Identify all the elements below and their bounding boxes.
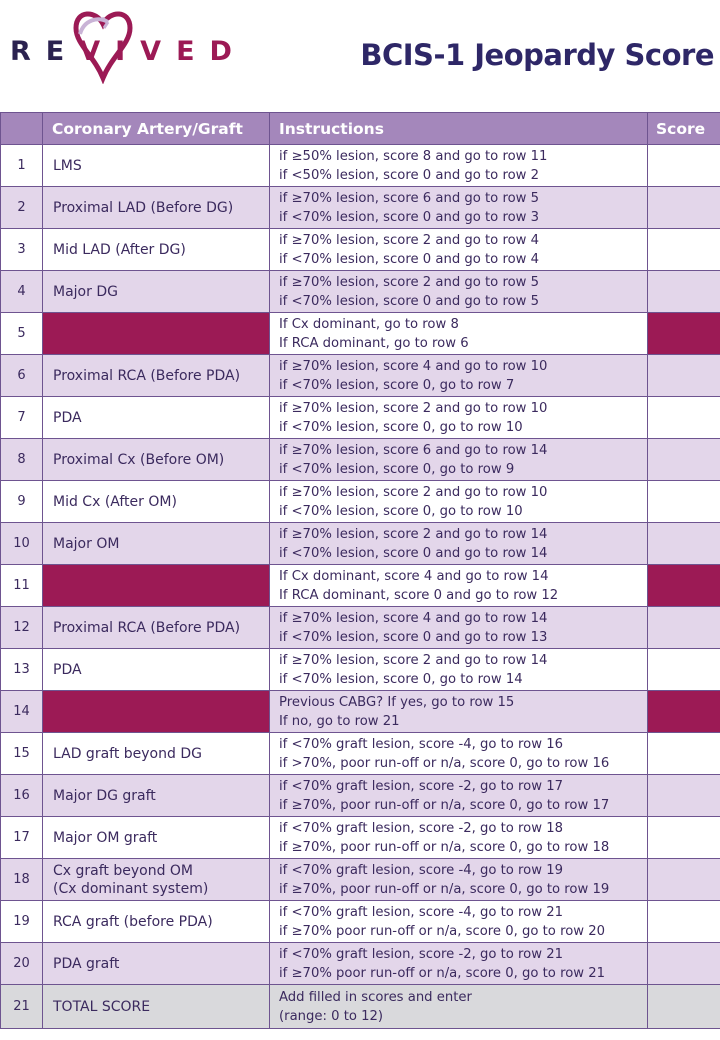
score-cell[interactable] bbox=[648, 271, 720, 313]
instruction-line: (range: 0 to 12) bbox=[279, 1008, 384, 1024]
table-row bbox=[1, 481, 720, 523]
instruction-line: if <70% lesion, score 0 and go to row 13 bbox=[279, 629, 548, 645]
artery-cell: Major OM bbox=[43, 523, 270, 565]
header bbox=[0, 0, 720, 112]
artery-cell: Mid Cx (After OM) bbox=[43, 481, 270, 523]
page-title: BCIS-1 Jeopardy Score bbox=[360, 38, 714, 72]
table-row bbox=[1, 649, 720, 691]
brand-text-post: IVED bbox=[115, 36, 247, 67]
instruction-line: if ≥70% lesion, score 2 and go to row 14 bbox=[279, 652, 548, 668]
table-row bbox=[1, 565, 720, 607]
artery-cell: Mid LAD (After DG) bbox=[43, 229, 270, 271]
instructions-cell bbox=[270, 481, 648, 523]
artery-cell: Major DG bbox=[43, 271, 270, 313]
row-number: 15 bbox=[1, 733, 43, 775]
score-cell[interactable] bbox=[648, 187, 720, 229]
instruction-line: if ≥70% poor run-off or n/a, score 0, go to row 20 bbox=[279, 923, 606, 939]
brand-wordmark bbox=[10, 36, 247, 67]
instruction-line: if ≥70% lesion, score 4 and go to row 14 bbox=[279, 610, 548, 626]
table-row bbox=[1, 523, 720, 565]
instructions-cell bbox=[270, 649, 648, 691]
artery-cell-blocked bbox=[43, 565, 270, 607]
row-number: 9 bbox=[1, 481, 43, 523]
row-number: 10 bbox=[1, 523, 43, 565]
instruction-line: if ≥70% lesion, score 6 and go to row 5 bbox=[279, 190, 540, 206]
row-number: 19 bbox=[1, 901, 43, 943]
instruction-line: if <70% graft lesion, score -4, go to row 21 bbox=[279, 904, 564, 920]
row-number: 7 bbox=[1, 397, 43, 439]
score-cell[interactable] bbox=[648, 355, 720, 397]
instructions-cell bbox=[270, 901, 648, 943]
instruction-line: If no, go to row 21 bbox=[279, 713, 400, 729]
instruction-line: if ≥70% lesion, score 2 and go to row 5 bbox=[279, 274, 540, 290]
artery-cell-blocked bbox=[43, 691, 270, 733]
row-number: 4 bbox=[1, 271, 43, 313]
instructions-cell bbox=[270, 355, 648, 397]
instructions-cell bbox=[270, 523, 648, 565]
table-row bbox=[1, 901, 720, 943]
instructions-cell bbox=[270, 271, 648, 313]
instructions-cell bbox=[270, 691, 648, 733]
artery-line: (Cx dominant system) bbox=[53, 880, 209, 897]
artery-cell bbox=[43, 859, 270, 901]
row-number: 18 bbox=[1, 859, 43, 901]
score-cell[interactable] bbox=[648, 733, 720, 775]
row-number: 3 bbox=[1, 229, 43, 271]
instruction-line: if <70% lesion, score 0, go to row 10 bbox=[279, 419, 523, 435]
instructions-cell bbox=[270, 775, 648, 817]
table-row bbox=[1, 439, 720, 481]
brand-text-accent: V bbox=[79, 36, 116, 67]
instruction-line: Add filled in scores and enter bbox=[279, 989, 472, 1005]
row-number: 8 bbox=[1, 439, 43, 481]
row-number: 17 bbox=[1, 817, 43, 859]
instruction-line: if ≥70% lesion, score 2 and go to row 4 bbox=[279, 232, 540, 248]
instruction-line: if ≥70%, poor run-off or n/a, score 0, go to row 19 bbox=[279, 881, 610, 897]
table-row bbox=[1, 733, 720, 775]
instructions-cell bbox=[270, 607, 648, 649]
score-cell[interactable] bbox=[648, 481, 720, 523]
instruction-line: if <70% lesion, score 0, go to row 7 bbox=[279, 377, 515, 393]
score-cell[interactable] bbox=[648, 397, 720, 439]
score-cell[interactable] bbox=[648, 985, 720, 1029]
score-cell[interactable] bbox=[648, 901, 720, 943]
row-number: 14 bbox=[1, 691, 43, 733]
score-cell[interactable] bbox=[648, 817, 720, 859]
instruction-line: if <70% graft lesion, score -2, go to row 18 bbox=[279, 820, 564, 836]
instruction-line: if ≥70% poor run-off or n/a, score 0, go to row 21 bbox=[279, 965, 606, 981]
instruction-line: if <70% lesion, score 0 and go to row 14 bbox=[279, 545, 548, 561]
table-row bbox=[1, 229, 720, 271]
table-row bbox=[1, 859, 720, 901]
table-row bbox=[1, 691, 720, 733]
table-row bbox=[1, 313, 720, 355]
instruction-line: if <70% lesion, score 0, go to row 10 bbox=[279, 503, 523, 519]
artery-cell: Proximal RCA (Before PDA) bbox=[43, 355, 270, 397]
artery-cell: Proximal Cx (Before OM) bbox=[43, 439, 270, 481]
instruction-line: if ≥70% lesion, score 6 and go to row 14 bbox=[279, 442, 548, 458]
row-number: 2 bbox=[1, 187, 43, 229]
artery-cell: TOTAL SCORE bbox=[43, 985, 270, 1029]
instruction-line: if ≥70% lesion, score 4 and go to row 10 bbox=[279, 358, 548, 374]
instruction-line: if <70% lesion, score 0 and go to row 3 bbox=[279, 209, 540, 225]
instructions-cell bbox=[270, 229, 648, 271]
row-number: 13 bbox=[1, 649, 43, 691]
instruction-line: if <50% lesion, score 0 and go to row 2 bbox=[279, 167, 540, 183]
artery-cell: LAD graft beyond DG bbox=[43, 733, 270, 775]
row-number: 12 bbox=[1, 607, 43, 649]
table-row bbox=[1, 271, 720, 313]
instruction-line: If RCA dominant, score 0 and go to row 12 bbox=[279, 587, 559, 603]
instruction-line: if ≥70% lesion, score 2 and go to row 10 bbox=[279, 484, 548, 500]
score-cell[interactable] bbox=[648, 943, 720, 985]
artery-line: Cx graft beyond OM bbox=[53, 862, 194, 879]
score-cell-blocked bbox=[648, 565, 720, 607]
instruction-line: if >70%, poor run-off or n/a, score 0, go to row 16 bbox=[279, 755, 610, 771]
score-cell[interactable] bbox=[648, 859, 720, 901]
artery-cell: PDA bbox=[43, 649, 270, 691]
table-row bbox=[1, 397, 720, 439]
instruction-line: if <70% graft lesion, score -2, go to row 21 bbox=[279, 946, 564, 962]
row-number: 11 bbox=[1, 565, 43, 607]
header-instructions: Instructions bbox=[270, 113, 648, 145]
artery-cell: Proximal RCA (Before PDA) bbox=[43, 607, 270, 649]
jeopardy-score-table bbox=[0, 112, 720, 1029]
instruction-line: if <70% lesion, score 0 and go to row 4 bbox=[279, 251, 540, 267]
artery-cell: Major OM graft bbox=[43, 817, 270, 859]
header-artery: Coronary Artery/Graft bbox=[43, 113, 270, 145]
instruction-line: Previous CABG? If yes, go to row 15 bbox=[279, 694, 515, 710]
row-number: 21 bbox=[1, 985, 43, 1029]
header-number bbox=[1, 113, 43, 145]
artery-cell: PDA bbox=[43, 397, 270, 439]
row-number: 6 bbox=[1, 355, 43, 397]
score-cell[interactable] bbox=[648, 523, 720, 565]
artery-cell: Proximal LAD (Before DG) bbox=[43, 187, 270, 229]
score-cell[interactable] bbox=[648, 229, 720, 271]
artery-cell-blocked bbox=[43, 313, 270, 355]
table-row bbox=[1, 943, 720, 985]
table-header-row bbox=[1, 113, 720, 145]
artery-cell: RCA graft (before PDA) bbox=[43, 901, 270, 943]
score-cell[interactable] bbox=[648, 649, 720, 691]
row-number: 1 bbox=[1, 145, 43, 187]
instruction-line: If RCA dominant, go to row 6 bbox=[279, 335, 469, 351]
artery-cell: Major DG graft bbox=[43, 775, 270, 817]
instructions-cell bbox=[270, 145, 648, 187]
instruction-line: if ≥70% lesion, score 2 and go to row 14 bbox=[279, 526, 548, 542]
table-row bbox=[1, 607, 720, 649]
instructions-cell bbox=[270, 817, 648, 859]
score-cell[interactable] bbox=[648, 145, 720, 187]
instruction-line: if ≥50% lesion, score 8 and go to row 11 bbox=[279, 148, 548, 164]
row-number: 16 bbox=[1, 775, 43, 817]
score-cell-blocked bbox=[648, 313, 720, 355]
header-score: Score bbox=[648, 113, 720, 145]
instructions-cell bbox=[270, 733, 648, 775]
instructions-cell bbox=[270, 943, 648, 985]
score-cell[interactable] bbox=[648, 439, 720, 481]
artery-cell: LMS bbox=[43, 145, 270, 187]
instruction-line: if <70% graft lesion, score -2, go to row 17 bbox=[279, 778, 564, 794]
instructions-cell bbox=[270, 313, 648, 355]
instruction-line: if <70% graft lesion, score -4, go to row 19 bbox=[279, 862, 564, 878]
table-row bbox=[1, 355, 720, 397]
instructions-cell bbox=[270, 187, 648, 229]
row-number: 5 bbox=[1, 313, 43, 355]
instructions-cell bbox=[270, 397, 648, 439]
table-row bbox=[1, 817, 720, 859]
instruction-line: if ≥70%, poor run-off or n/a, score 0, go to row 17 bbox=[279, 797, 610, 813]
table-row bbox=[1, 187, 720, 229]
table-body bbox=[1, 145, 720, 1029]
score-cell[interactable] bbox=[648, 607, 720, 649]
table-row bbox=[1, 775, 720, 817]
instruction-line: if <70% graft lesion, score -4, go to row 16 bbox=[279, 736, 564, 752]
instruction-line: if ≥70% lesion, score 2 and go to row 10 bbox=[279, 400, 548, 416]
instructions-cell bbox=[270, 859, 648, 901]
instruction-line: If Cx dominant, go to row 8 bbox=[279, 316, 459, 332]
artery-cell: PDA graft bbox=[43, 943, 270, 985]
instruction-line: if <70% lesion, score 0, go to row 14 bbox=[279, 671, 523, 687]
instructions-cell bbox=[270, 985, 648, 1029]
instructions-cell bbox=[270, 565, 648, 607]
instruction-line: if <70% lesion, score 0 and go to row 5 bbox=[279, 293, 540, 309]
score-cell-blocked bbox=[648, 691, 720, 733]
instruction-line: If Cx dominant, score 4 and go to row 14 bbox=[279, 568, 549, 584]
brand-text-pre: RE bbox=[10, 36, 80, 67]
row-number: 20 bbox=[1, 943, 43, 985]
instruction-line: if ≥70%, poor run-off or n/a, score 0, go to row 18 bbox=[279, 839, 610, 855]
table-row bbox=[1, 145, 720, 187]
table-row bbox=[1, 985, 720, 1029]
score-cell[interactable] bbox=[648, 775, 720, 817]
instructions-cell bbox=[270, 439, 648, 481]
instruction-line: if <70% lesion, score 0, go to row 9 bbox=[279, 461, 515, 477]
